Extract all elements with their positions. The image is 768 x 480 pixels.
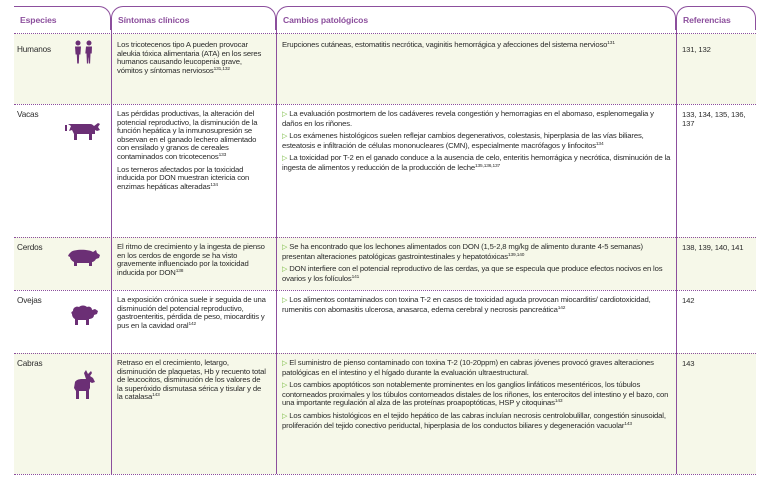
species-label: Cabras [17,359,43,368]
symptom-text: Los tricotecenos tipo A pueden provocar aleukia tóxica alimentaria (ATA) en los seres humanos causando leucopenia grave, vómitos y síntomas nerviosos$^{131,132}$ [117,40,262,75]
change-item: ▷ Los alimentos contaminados con toxina T-2 en casos de toxicidad aguda provocan miocarditis/ cardiotoxicidad, rumenitis con abomasitis ulcerosa, anasarca, edema cerebral y necrosis pancreática$^{142}$ [282,295,651,314]
references-cell: 131, 132 [682,45,711,54]
changes-cell [282,110,672,177]
species-toxicity-table [14,6,756,474]
row-divider [14,237,756,238]
bullet-triangle-icon: ▷ [282,133,288,141]
species-label: Cerdos [17,243,43,252]
goat-icon [70,368,98,400]
sheep-icon [68,303,100,327]
row-divider [14,290,756,291]
bullet-triangle-icon: ▷ [282,266,288,274]
symptom-text: Retraso en el crecimiento, letargo, disminución de plaquetas, Hb y recuento total de leucocitos, disminución de los valores de la superóxido dismutasa sérica y tisular y de la catalasa$^{143}$ [117,358,266,402]
symptoms-cell [117,41,267,79]
header-references: Referencias [676,6,756,30]
row-divider [14,104,756,105]
bullet-triangle-icon: ▷ [282,111,288,118]
change-item: ▷ Los exámenes histológicos suelen reflejar cambios degenerativos, colestasis, hiperplasia de las vías biliares, esteatosis e infiltración de células mononucleares (CMN), especialmente macrófagos y linfocitos$^{134}$ [282,131,644,150]
column-divider [276,18,277,474]
column-divider [111,18,112,474]
symptom-text: Las pérdidas productivas, la alteración del potencial reproductivo, la disminución de la función hepática y la inmunosupresión se observan en el ganado lechero alimentado con ensilado y granos de cereales contaminados con tricotecenos$^{133}$ [117,109,258,161]
symptom-text: Los terneros afectados por la toxicidad inducida por DON muestran ictericia con enzimas hepáticas alteradas$^{134}$ [117,164,250,191]
references-cell: 138, 139, 140, 141 [682,243,744,252]
cow-icon [64,118,102,142]
row-divider [14,353,756,354]
changes-cell [282,359,672,434]
changes-cell [282,41,667,54]
bullet-triangle-icon: ▷ [282,360,288,367]
symptoms-cell [117,243,269,281]
change-item: ▷ Se ha encontrado que los lechones alimentados con DON (1,5-2,8 mg/kg de alimento durante 4-5 semanas) presentan alteraciones patológicas gastrointestinales y hepatotóxicas$^{139,140}$ [282,242,643,261]
bullet-triangle-icon: ▷ [282,155,288,163]
species-label: Ovejas [17,296,42,305]
changes-cell [282,296,667,318]
symptoms-cell [117,110,269,195]
symptoms-cell [117,296,269,334]
change-item: ▷ El suministro de pienso contaminado con toxina T-2 (10-20ppm) en cabras jóvenes provocó graves alteraciones patológicas en el intestino y el hígado durante la evaluación ultraestructural. [282,358,654,377]
header-changes: Cambios patológicos [276,6,676,30]
references-cell: 133, 134, 135, 136, 137 [682,110,746,128]
bullet-triangle-icon: ▷ [282,244,288,251]
human-figures-icon [72,40,96,66]
change-item: ▷ DON interfiere con el potencial reproductivo de las cerdas, ya que se especula que produce efectos nocivos en los ovarios y los folículos$^{141}$ [282,264,663,283]
species-label: Humanos [17,45,51,54]
change-item: ▷ Los cambios histológicos en el tejido hepático de las cabras incluían necrosis centrolobulillar, congestión sinusoidal, proliferación del tejido conectivo periductal, hiperplasia de los conductos biliares y degeneración vacuolar$^{143}$ [282,410,666,430]
bullet-triangle-icon: ▷ [282,412,288,420]
change-text: Erupciones cutáneas, estomatitis necrótica, vaginitis hemorrágica y afecciones del sistema nervioso$^{131}$ [282,40,615,49]
symptoms-cell [117,359,267,406]
symptom-text: El ritmo de crecimiento y la ingesta de pienso en los cerdos de engorde se ha visto gravemente influenciado por la toxicidad inducida por DON$^{138}$ [117,242,265,277]
header-species: Especies [14,6,111,30]
changes-cell [282,243,672,287]
references-cell: 143 [682,359,695,368]
species-label: Vacas [17,110,39,119]
header-symptoms: Síntomas clínicos [111,6,276,30]
row-divider [14,33,756,34]
change-item: ▷ La evaluación postmortem de los cadáveres revela congestión y hemorragias en el abomaso, esplenomegalia y daños en los riñones. [282,109,654,128]
pig-icon [67,246,101,266]
symptom-text: La exposición crónica suele ir seguida de una disminución del potencial reproductivo, gastroenteritis, pérdida de peso, miocarditis y pus en la cavidad oral$^{142}$ [117,295,266,330]
references-cell: 142 [682,296,695,305]
change-item: ▷ La toxicidad por T-2 en el ganado conduce a la ausencia de celo, enteritis hemorrágica y necrótica, disminución de la ingesta de alimentos y reducción de la producción de leche$^{135,136,137}$ [282,153,671,172]
bullet-triangle-icon: ▷ [282,297,288,304]
change-item: ▷ Los cambios apoptóticos son notablemente prominentes en los ganglios linfáticos mesentéricos, los túbulos contorneados proximales y los túbulos contorneados distales de los riñones, los enterocitos del intestino y el bazo, con una importante regulación al alza de las proteínas proapoptóticas, HSP y citoquinas$^{143}$ [282,380,669,408]
row-divider [14,474,756,475]
bullet-triangle-icon: ▷ [282,382,288,390]
column-divider [676,18,677,474]
